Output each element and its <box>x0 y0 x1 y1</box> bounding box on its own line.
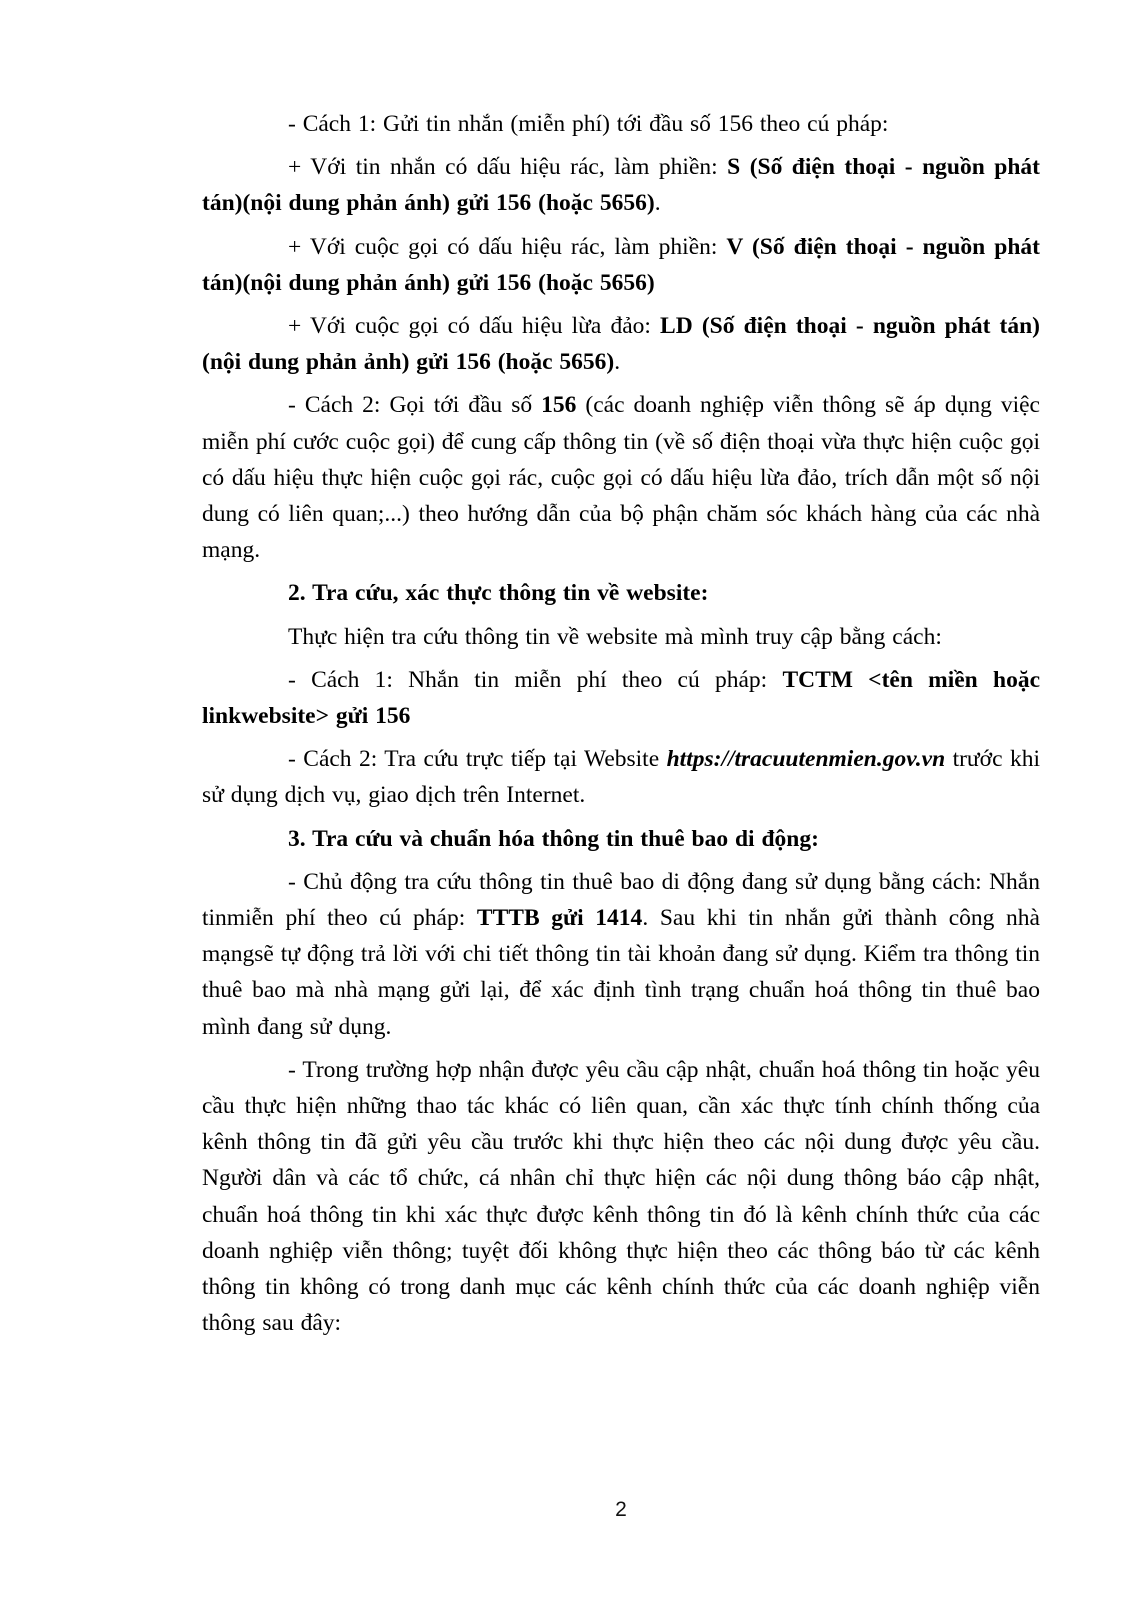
page-number: 2 <box>615 1498 627 1521</box>
text-run: (các doanh nghiệp viễn thông sẽ áp dụng việc miễn phí cước cuộc gọi) để cung cấp thông tin (về số điện thoại vừa thực hiện cuộc gọi có dấu hiệu thực hiện cuộc gọi rác, cuộc gọi có dấu hiệu lừa đảo, trích dẫn một số nội dung có liên quan;...) theo hướng dẫn của bộ phận chăm sóc khách hàng của các nhà mạng. <box>202 392 1040 564</box>
paragraph-website-method1-sms <box>202 662 1040 734</box>
section-heading-3-subscriber-info <box>202 821 1040 857</box>
text-run-bold: V (Số điện thoại - nguồn phát tán)(nội dung phản ánh) gửi 156 (hoặc 5656) <box>202 233 1040 296</box>
text-run: - Cách 2: Gọi tới đầu số <box>288 392 542 419</box>
paragraph-verify-official-channels <box>202 1052 1040 1342</box>
text-run: - Trong trường hợp nhận được yêu cầu cập nhật, chuẩn hoá thông tin hoặc yêu cầu thực hiện những thao tác khác có liên quan, cần xác thực tính chính thống của kênh thông tin đã gửi yêu cầu trước khi thực hiện theo các nội dung được yêu cầu. Người dân và các tổ chức, cá nhân chỉ thực hiện các nội dung thông báo cập nhật, chuẩn hoá thông tin khi xác thực được kênh thông tin đó là kênh chính thức của các doanh nghiệp viễn thông; tuyệt đối không thực hiện theo các thông báo từ các kênh thông tin không có trong danh mục các kênh chính thức của các doanh nghiệp viễn thông sau đây: <box>202 1056 1040 1337</box>
text-run: trước khi sử dụng dịch vụ, giao dịch trên Internet. <box>202 746 1041 809</box>
paragraph-method1-sms-syntax <box>202 106 1040 142</box>
paragraph-scam-call-syntax <box>202 308 1040 380</box>
paragraph-website-method2-site <box>202 741 1040 813</box>
text-run: - Cách 1: Gửi tin nhắn (miễn phí) tới đầu số 156 theo cú pháp: <box>288 111 889 137</box>
paragraph-method2-call-156 <box>202 387 1040 568</box>
text-run: + Với cuộc gọi có dấu hiệu rác, làm phiền: <box>288 233 727 260</box>
text-run: . <box>614 349 621 376</box>
text-run-bold: S (Số điện thoại - nguồn phát tán)(nội dung phản ánh) gửi 156 (hoặc 5656) <box>202 154 1040 217</box>
text-run: . Sau khi tin nhắn gửi thành công nhà mạngsẽ tự động trả lời với chi tiết thông tin tài khoản đang sử dụng. Kiểm tra thông tin thuê bao mà nhà mạng gửi lại, để xác định tình trạng chuẩn hoá thông tin thuê bao mình đang sử dụng. <box>202 905 1040 1040</box>
text-run-bold: LD (Số điện thoại - nguồn phát tán) (nội dung phản ảnh) gửi 156 (hoặc 5656) <box>202 313 1040 376</box>
text-run: + Với tin nhắn có dấu hiệu rác, làm phiền: <box>288 154 728 181</box>
text-run: - Chủ động tra cứu thông tin thuê bao di động đang sử dụng bằng cách: Nhắn tinmiễn phí theo cú pháp: <box>202 868 1040 932</box>
text-run: - Cách 2: Tra cứu trực tiếp tại Website <box>288 746 667 773</box>
paragraph-website-lookup-intro <box>202 619 1040 655</box>
text-run: Thực hiện tra cứu thông tin về website mà mình truy cập bằng cách: <box>288 623 942 650</box>
text-run: . <box>654 190 661 217</box>
text-run-bold: TCTM <tên miền hoặc linkwebsite> gửi 156 <box>202 666 1040 730</box>
section-heading-2-website-lookup <box>202 575 1040 611</box>
text-run: + Với cuộc gọi có dấu hiệu lừa đảo: <box>288 313 661 340</box>
paragraph-subscriber-lookup <box>202 864 1040 1045</box>
text-run-bold: TTTB gửi 1414 <box>476 905 643 932</box>
text-run-bold: 156 <box>541 392 577 419</box>
text-run: - Cách 1: Nhắn tin miễn phí theo cú pháp: <box>288 666 783 693</box>
paragraph-spam-call-syntax <box>202 229 1040 301</box>
heading-text: 2. Tra cứu, xác thực thông tin về website: <box>288 580 709 607</box>
website-url-text: https://tracuutenmien.gov.vn <box>666 746 946 773</box>
page-footer <box>202 1498 1040 1522</box>
document-content <box>202 106 1040 1349</box>
heading-text: 3. Tra cứu và chuẩn hóa thông tin thuê bao di động: <box>288 825 819 852</box>
paragraph-spam-sms-syntax <box>202 149 1040 221</box>
